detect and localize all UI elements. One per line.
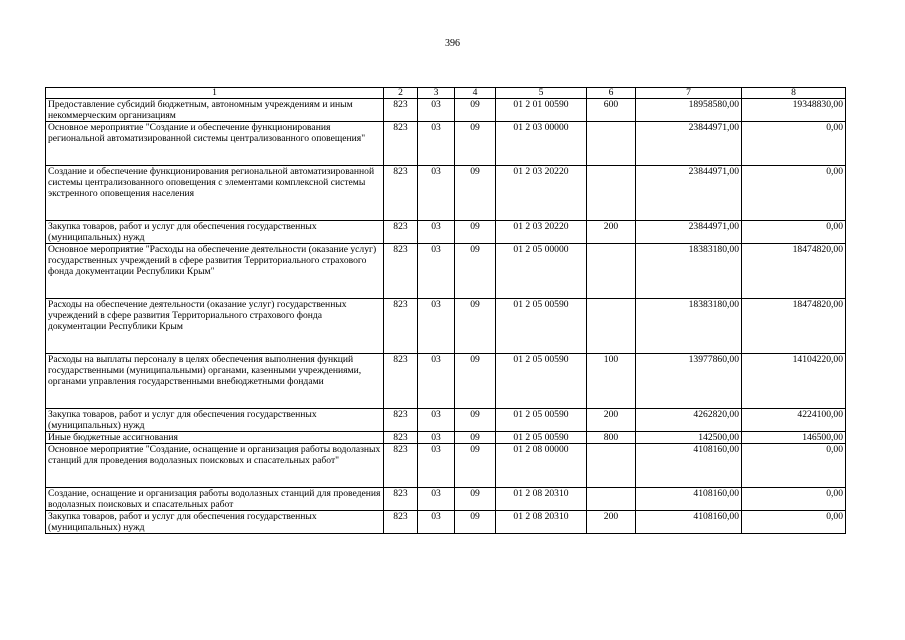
row-section: 03 (418, 122, 455, 166)
row-admin-code: 823 (384, 99, 418, 122)
row-name: Создание и обеспечение функционирования региональной автоматизированной системы централизованного оповещения с элементами комплексной системы экстренного оповещения населения (46, 166, 384, 221)
row-admin-code: 823 (384, 244, 418, 299)
row-subsection: 09 (455, 244, 496, 299)
table-row (46, 299, 846, 354)
column-header-4: 4 (455, 88, 496, 99)
row-amount-year2: 18474820,00 (742, 299, 846, 354)
row-section: 03 (418, 511, 455, 534)
row-amount-year2: 0,00 (742, 221, 846, 244)
row-section: 03 (418, 444, 455, 488)
row-name: Предоставление субсидий бюджетным, автономным учреждениям и иным некоммерческим организациям (46, 99, 384, 122)
table-row (46, 244, 846, 299)
row-name: Иные бюджетные ассигнования (46, 432, 384, 444)
table-row (46, 488, 846, 511)
row-section: 03 (418, 488, 455, 511)
table-row (46, 221, 846, 244)
row-name: Закупка товаров, работ и услуг для обеспечения государственных (муниципальных) нужд (46, 221, 384, 244)
row-name: Создание, оснащение и организация работы водолазных станций для проведения водолазных поисковых и спасательных работ (46, 488, 384, 511)
row-subsection: 09 (455, 409, 496, 432)
row-amount-year2: 18474820,00 (742, 244, 846, 299)
row-amount-year2: 146500,00 (742, 432, 846, 444)
row-expense-type: 800 (587, 432, 636, 444)
row-section: 03 (418, 299, 455, 354)
row-admin-code: 823 (384, 122, 418, 166)
row-section: 03 (418, 221, 455, 244)
table-row (46, 166, 846, 221)
row-amount-year1: 23844971,00 (636, 221, 742, 244)
row-name: Основное мероприятие "Расходы на обеспечение деятельности (оказание услуг) государственных учреждений в сфере развития Территориального страхового фонда документации Республики Крым" (46, 244, 384, 299)
table-row (46, 409, 846, 432)
row-admin-code: 823 (384, 511, 418, 534)
row-expense-type (587, 299, 636, 354)
table-row (46, 354, 846, 409)
column-header-2: 2 (384, 88, 418, 99)
row-amount-year1: 4108160,00 (636, 488, 742, 511)
row-section: 03 (418, 354, 455, 409)
column-header-7: 7 (636, 88, 742, 99)
row-section: 03 (418, 409, 455, 432)
row-expense-type (587, 488, 636, 511)
row-section: 03 (418, 99, 455, 122)
table-row (46, 99, 846, 122)
row-expense-type: 600 (587, 99, 636, 122)
column-header-8: 8 (742, 88, 846, 99)
row-subsection: 09 (455, 444, 496, 488)
row-expense-type: 200 (587, 409, 636, 432)
row-admin-code: 823 (384, 488, 418, 511)
column-header-3: 3 (418, 88, 455, 99)
row-amount-year2: 0,00 (742, 511, 846, 534)
row-target-article: 01 2 03 00000 (496, 122, 587, 166)
row-target-article: 01 2 05 00590 (496, 299, 587, 354)
row-subsection: 09 (455, 99, 496, 122)
row-section: 03 (418, 432, 455, 444)
table-row (46, 122, 846, 166)
row-admin-code: 823 (384, 221, 418, 244)
row-target-article: 01 2 08 00000 (496, 444, 587, 488)
row-admin-code: 823 (384, 166, 418, 221)
row-name: Закупка товаров, работ и услуг для обеспечения государственных (муниципальных) нужд (46, 511, 384, 534)
row-admin-code: 823 (384, 409, 418, 432)
row-name: Закупка товаров, работ и услуг для обеспечения государственных (муниципальных) нужд (46, 409, 384, 432)
row-name: Расходы на обеспечение деятельности (оказание услуг) государственных учреждений в сфере развития Территориального страхового фонда документации Республики Крым (46, 299, 384, 354)
row-amount-year2: 14104220,00 (742, 354, 846, 409)
row-amount-year1: 13977860,00 (636, 354, 742, 409)
row-name: Расходы на выплаты персоналу в целях обеспечения выполнения функций государственными (муниципальными) органами, казенными учреждениями, органами управления государственными внебюджетными фондами (46, 354, 384, 409)
table-header-row (46, 88, 846, 99)
row-name: Основное мероприятие "Создание и обеспечение функционирования региональной автоматизированной системы централизованного оповещения" (46, 122, 384, 166)
row-amount-year2: 0,00 (742, 444, 846, 488)
row-subsection: 09 (455, 354, 496, 409)
row-target-article: 01 2 08 20310 (496, 511, 587, 534)
row-amount-year1: 142500,00 (636, 432, 742, 444)
row-name: Основное мероприятие "Создание, оснащение и организация работы водолазных станций для проведения водолазных поисковых и спасательных работ" (46, 444, 384, 488)
row-amount-year1: 4262820,00 (636, 409, 742, 432)
column-header-1: 1 (46, 88, 384, 99)
row-target-article: 01 2 05 00590 (496, 354, 587, 409)
table-row (46, 511, 846, 534)
row-amount-year2: 19348830,00 (742, 99, 846, 122)
budget-table (45, 87, 846, 534)
row-amount-year2: 0,00 (742, 488, 846, 511)
row-subsection: 09 (455, 221, 496, 244)
row-expense-type (587, 244, 636, 299)
row-expense-type: 200 (587, 221, 636, 244)
row-subsection: 09 (455, 488, 496, 511)
row-admin-code: 823 (384, 444, 418, 488)
row-amount-year1: 4108160,00 (636, 511, 742, 534)
page-number: 396 (445, 38, 460, 49)
row-target-article: 01 2 01 00590 (496, 99, 587, 122)
row-expense-type (587, 166, 636, 221)
row-amount-year1: 18958580,00 (636, 99, 742, 122)
table-row (46, 444, 846, 488)
row-subsection: 09 (455, 299, 496, 354)
row-target-article: 01 2 05 00590 (496, 432, 587, 444)
table-row (46, 432, 846, 444)
row-amount-year1: 23844971,00 (636, 166, 742, 221)
row-target-article: 01 2 08 20310 (496, 488, 587, 511)
row-admin-code: 823 (384, 299, 418, 354)
row-amount-year1: 18383180,00 (636, 244, 742, 299)
row-target-article: 01 2 05 00590 (496, 409, 587, 432)
row-amount-year2: 0,00 (742, 166, 846, 221)
row-amount-year1: 18383180,00 (636, 299, 742, 354)
row-amount-year1: 4108160,00 (636, 444, 742, 488)
row-expense-type (587, 444, 636, 488)
row-subsection: 09 (455, 166, 496, 221)
row-amount-year2: 4224100,00 (742, 409, 846, 432)
row-section: 03 (418, 166, 455, 221)
row-subsection: 09 (455, 432, 496, 444)
row-target-article: 01 2 03 20220 (496, 166, 587, 221)
row-admin-code: 823 (384, 432, 418, 444)
row-expense-type: 200 (587, 511, 636, 534)
row-target-article: 01 2 05 00000 (496, 244, 587, 299)
row-subsection: 09 (455, 122, 496, 166)
row-amount-year2: 0,00 (742, 122, 846, 166)
row-expense-type: 100 (587, 354, 636, 409)
row-admin-code: 823 (384, 354, 418, 409)
row-target-article: 01 2 03 20220 (496, 221, 587, 244)
row-expense-type (587, 122, 636, 166)
row-subsection: 09 (455, 511, 496, 534)
column-header-5: 5 (496, 88, 587, 99)
table-body (46, 99, 846, 534)
row-amount-year1: 23844971,00 (636, 122, 742, 166)
row-section: 03 (418, 244, 455, 299)
column-header-6: 6 (587, 88, 636, 99)
